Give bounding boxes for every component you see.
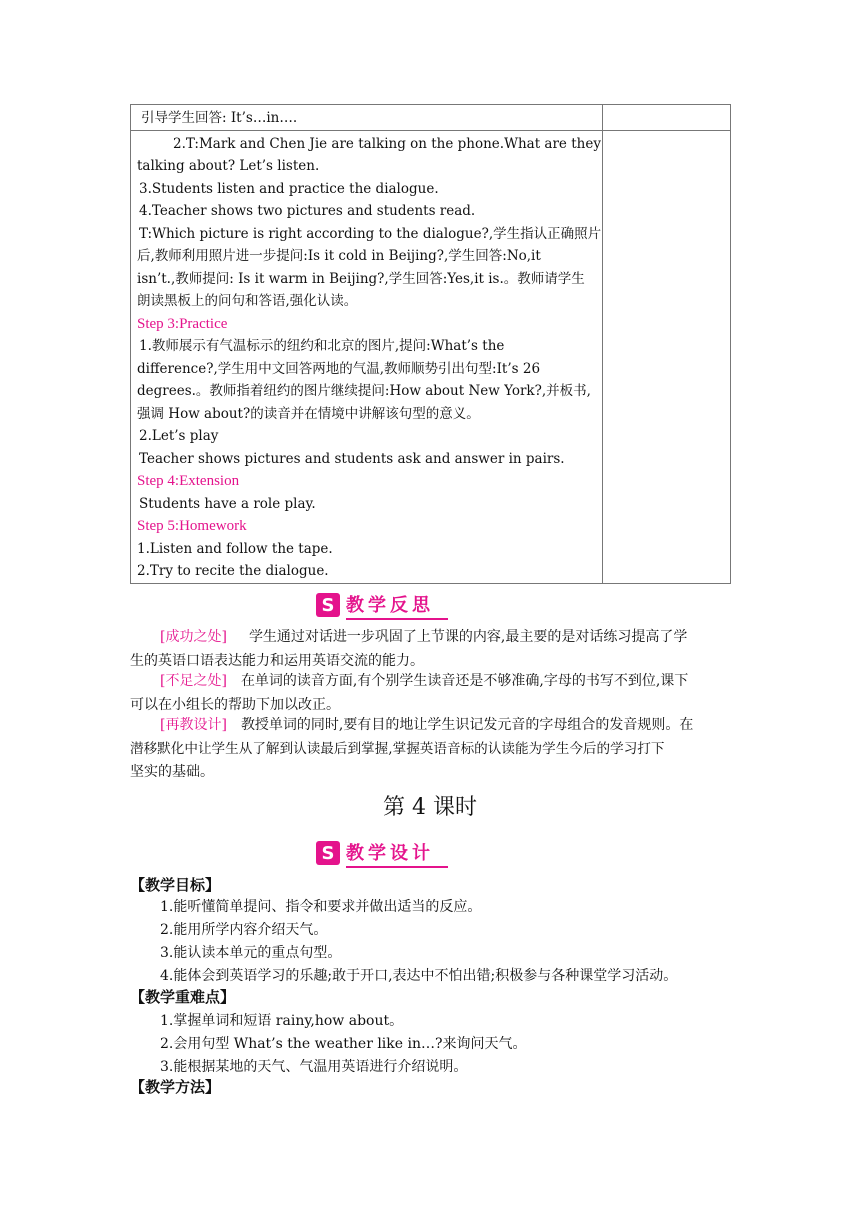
reflection-deficit (130, 670, 730, 717)
procedure-line: 3.Students listen and practice the dialogue. (139, 180, 439, 197)
key-point-item: 1.掌握单词和短语 rainy,how about。 (160, 1013, 404, 1029)
table-cell-empty (603, 130, 731, 583)
success-tag: [成功之处] (160, 629, 227, 645)
success-text-1: 学生通过对话进一步巩固了上节课的内容,最主要的是对话练习提高了学 (248, 629, 688, 645)
redesign-text-2: 潜移默化中让学生从了解到认读最后到掌握,掌握英语音标的认读能为学生今后的学习打下 (130, 740, 665, 757)
procedure-line: 2.Let’s play (139, 428, 219, 444)
goals-heading: 【教学目标】 (130, 876, 221, 894)
procedure-line: 2.T:Mark and Chen Jie are talking on the phone.What are they (173, 135, 601, 152)
procedure-line: 强调 How about?的读音并在情境中讲解该句型的意义。 (137, 405, 480, 422)
procedure-line: 4.Teacher shows two pictures and students read. (139, 203, 476, 219)
goal-item: 1.能听懂简单提问、指令和要求并做出适当的反应。 (160, 899, 482, 915)
table-cell-empty (603, 105, 731, 131)
table-cell (131, 130, 603, 583)
procedure-line: difference?,学生用中文回答两地的气温,教师顺势引出句型:It’s 26 (137, 360, 541, 377)
design-banner-title: 教学设计 (346, 839, 448, 868)
redesign-tag: [再教设计] (160, 717, 227, 733)
success-text-2: 生的英语口语表达能力和运用英语交流的能力。 (130, 652, 424, 669)
table-row (131, 105, 731, 131)
goal-item: 3.能认读本单元的重点句型。 (160, 945, 342, 961)
reflection-banner-title: 教学反思 (346, 591, 448, 620)
key-point-item: 2.会用句型 What’s the weather like in…?来询问天气。 (160, 1036, 527, 1052)
deficit-text-1: 在单词的读音方面,有个别学生读音还是不够准确,字母的书写不到位,课下 (240, 673, 689, 689)
redesign-text-3: 坚实的基础。 (130, 764, 214, 780)
procedure-line: 朗读黑板上的问句和答语,强化认读。 (137, 293, 358, 309)
procedure-line: Students have a role play. (139, 495, 316, 512)
table-cell (131, 105, 603, 131)
method-heading: 【教学方法】 (130, 1078, 221, 1096)
procedure-line: isn’t.,教师提问: Is it warm in Beijing?,学生回答:Yes,it is.。教师请学生 (137, 270, 585, 287)
procedure-lines (131, 131, 602, 583)
goal-item: 4.能体会到英语学习的乐趣;敢于开口,表达中不怕出错;积极参与各种课堂学习活动。 (160, 968, 678, 984)
lesson-title: 第 4 课时 (383, 795, 477, 820)
table-top-text: 引导学生回答: It’s…in…. (141, 110, 298, 126)
procedure-line: 1.Listen and follow the tape. (137, 540, 333, 557)
step-heading: Step 4:Extension (137, 473, 240, 489)
section-logo-icon: S (316, 593, 340, 617)
deficit-tag: [不足之处] (160, 673, 227, 689)
procedure-line: degrees.。教师指着纽约的图片继续提问:How about New York?,并板书, (137, 383, 591, 399)
procedure-line: 1.教师展示有气温标示的纽约和北京的图片,提问:What’s the (139, 338, 505, 354)
reflection-redesign (130, 714, 730, 785)
procedure-line: T:Which picture is right according to the dialogue?,学生指认正确照片 (139, 225, 602, 242)
procedure-line: 后,教师利用照片进一步提问:Is it cold in Beijing?,学生回答:No,it (137, 248, 541, 264)
design-banner (316, 840, 448, 866)
goal-item: 2.能用所学内容介绍天气。 (160, 922, 328, 938)
procedure-line: talking about? Let’s listen. (137, 158, 320, 174)
procedure-line: 2.Try to recite the dialogue. (137, 563, 329, 579)
step-heading: Step 5:Homework (137, 518, 247, 534)
step-heading: Step 3:Practice (137, 315, 228, 332)
reflection-success (130, 626, 730, 673)
redesign-text-1: 教授单词的同时,要有目的地让学生识记发元音的字母组合的发音规则。在 (240, 717, 694, 733)
lesson-procedure-table (130, 104, 731, 584)
section-logo-icon: S (316, 841, 340, 865)
procedure-line: Teacher shows pictures and students ask and answer in pairs. (139, 450, 565, 467)
table-row (131, 130, 731, 583)
deficit-text-2: 可以在小组长的帮助下加以改正。 (130, 696, 340, 713)
key-point-item: 3.能根据某地的天气、气温用英语进行介绍说明。 (160, 1059, 468, 1075)
key-points-heading: 【教学重难点】 (130, 988, 236, 1006)
reflection-banner (316, 592, 448, 618)
